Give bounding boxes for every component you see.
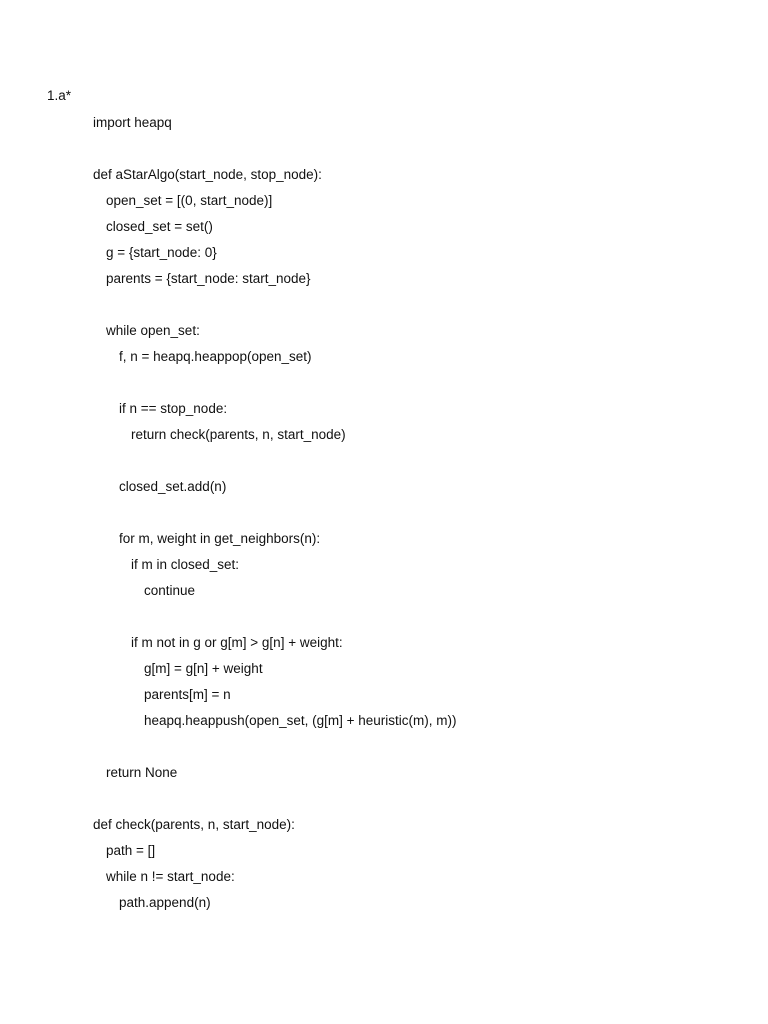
code-line: continue: [144, 583, 196, 598]
code-line: closed_set.add(n): [119, 479, 227, 494]
code-line: parents[m] = n: [144, 687, 231, 702]
code-line: closed_set = set(): [106, 219, 213, 234]
blank-line: [93, 452, 457, 478]
code-line: path.append(n): [119, 895, 211, 910]
code-line: import heapq: [93, 115, 172, 130]
code-line: g[m] = g[n] + weight: [144, 661, 263, 676]
blank-line: [93, 790, 457, 816]
code-line: if m in closed_set:: [131, 557, 240, 572]
blank-line: [93, 738, 457, 764]
code-line: if m not in g or g[m] > g[n] + weight:: [131, 635, 343, 650]
section-heading: 1.a*: [47, 88, 72, 103]
blank-line: [93, 504, 457, 530]
blank-line: [93, 374, 457, 400]
code-line: f, n = heapq.heappop(open_set): [119, 349, 312, 364]
code-line: while open_set:: [106, 323, 200, 338]
code-line: def check(parents, n, start_node):: [93, 817, 295, 832]
code-line: if n == stop_node:: [119, 401, 228, 416]
code-line: while n != start_node:: [106, 869, 235, 884]
blank-line: [93, 140, 457, 166]
code-line: open_set = [(0, start_node)]: [106, 193, 273, 208]
blank-line: [93, 608, 457, 634]
code-line: parents = {start_node: start_node}: [106, 271, 311, 286]
code-line: path = []: [106, 843, 156, 858]
code-line: return None: [106, 765, 178, 780]
code-line: for m, weight in get_neighbors(n):: [119, 531, 321, 546]
code-line: def aStarAlgo(start_node, stop_node):: [93, 167, 322, 182]
code-line: g = {start_node: 0}: [106, 245, 217, 260]
blank-line: [93, 296, 457, 322]
code-line: heapq.heappush(open_set, (g[m] + heuristic(m), m)): [144, 713, 457, 728]
code-block: [93, 114, 457, 920]
code-line: return check(parents, n, start_node): [131, 427, 346, 442]
